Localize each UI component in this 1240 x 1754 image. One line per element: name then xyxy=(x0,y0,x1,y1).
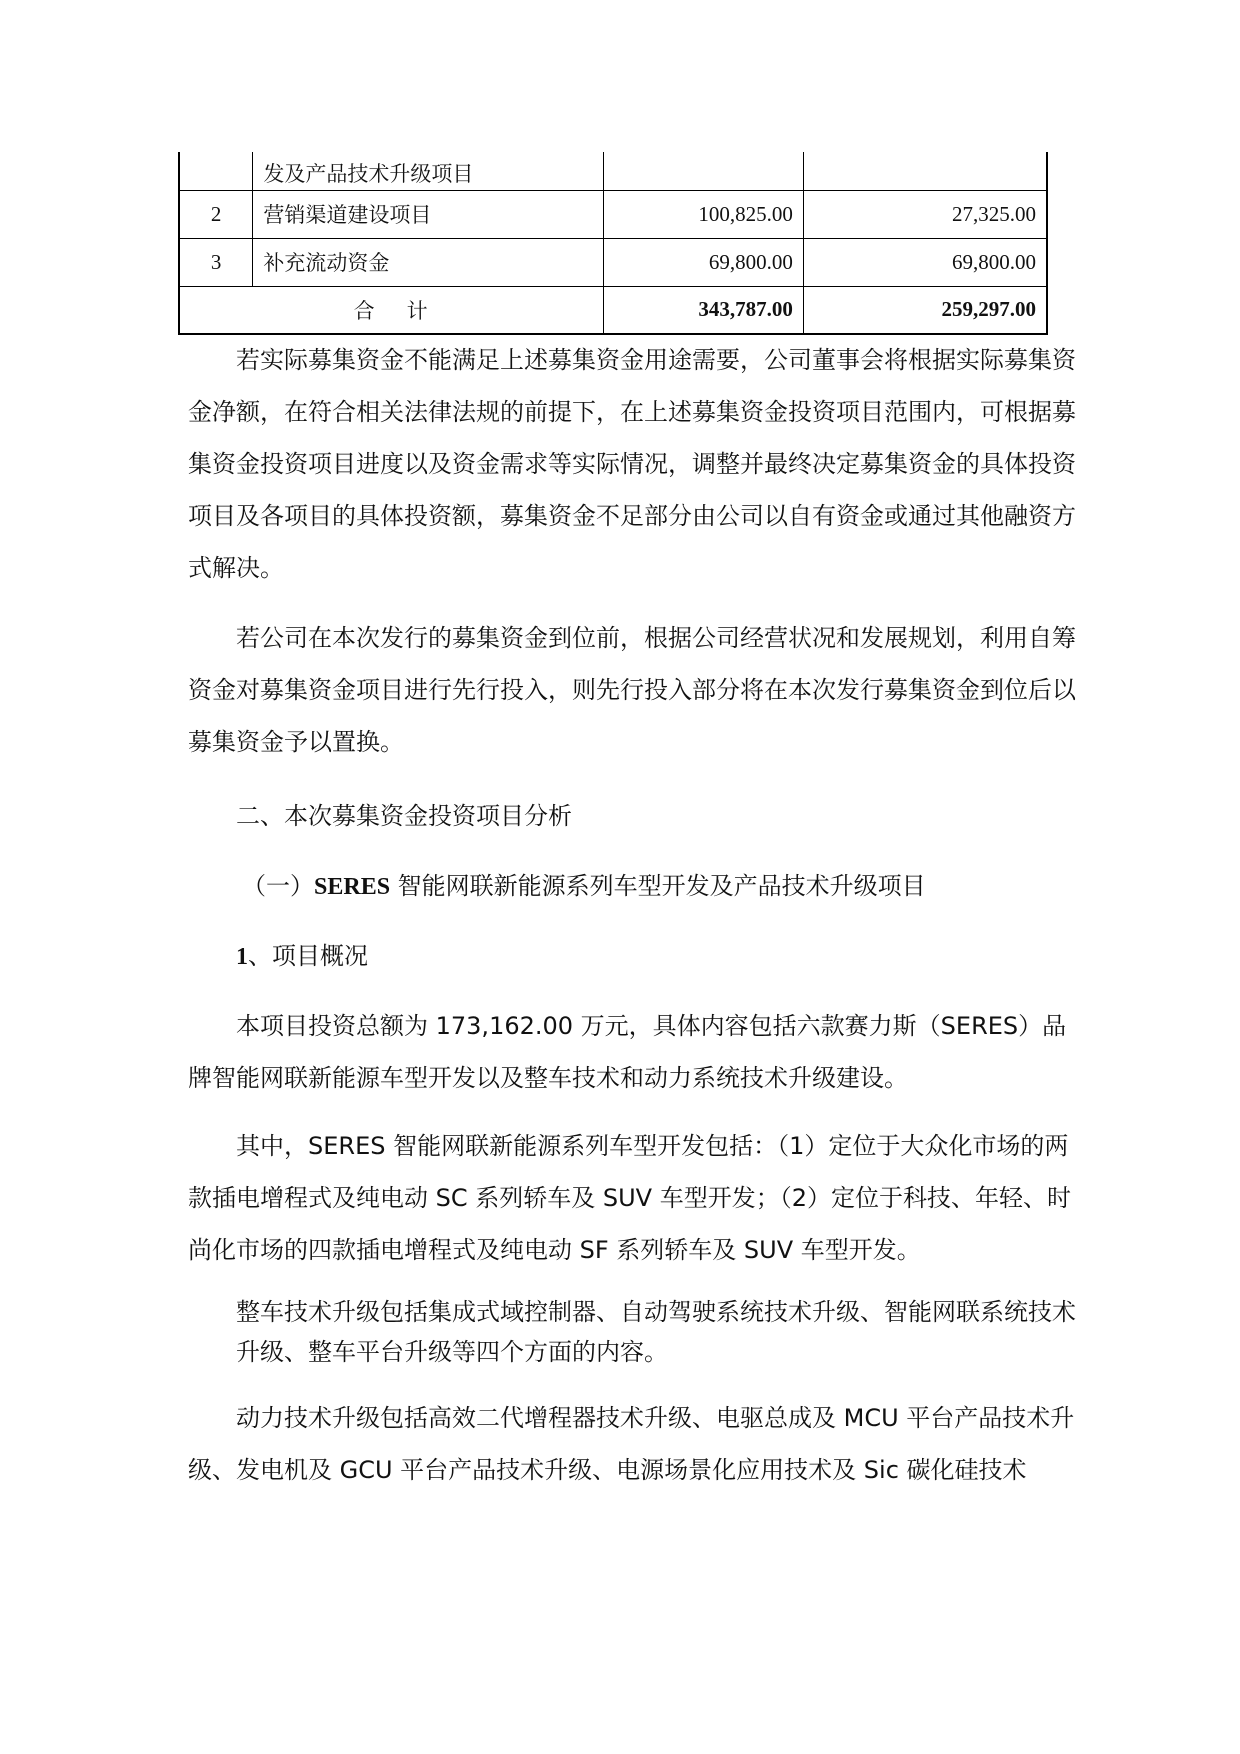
raised-funds: 69,800.00 xyxy=(803,238,1047,286)
subsection-title: 智能网联新能源系列车型开发及产品技术升级项目 xyxy=(390,872,926,900)
paragraph-advance-investment: 若公司在本次发行的募集资金到位前，根据公司经营状况和发展规划，利用自筹资金对募集资金项目进行先行投入，则先行投入部分将在本次发行募集资金到位后以募集资金予以置换。 xyxy=(188,624,1076,756)
paragraph-power-tech-upgrade: 动力技术升级包括高效二代增程器技术升级、电驱总成及 MCU 平台产品技术升级、发电机及 GCU 平台产品技术升级、电源场景化应用技术及 Sic 碳化硅技术 xyxy=(188,1404,1075,1484)
table-total-row xyxy=(179,286,1047,334)
project-name: 营销渠道建设项目 xyxy=(253,190,604,238)
section-heading: 二、本次募集资金投资项目分析 xyxy=(236,802,572,830)
total-label-a: 合 xyxy=(353,298,377,323)
total-label-b: 计 xyxy=(406,298,430,323)
row-number xyxy=(179,152,253,190)
item-number: 1 xyxy=(236,944,248,970)
project-name: 补充流动资金 xyxy=(253,238,604,286)
fund-allocation-table xyxy=(178,152,1048,335)
table-row xyxy=(179,190,1047,238)
total-investment xyxy=(604,152,804,190)
paragraph-model-development: 其中，SERES 智能网联新能源系列车型开发包括：（1）定位于大众化市场的两款插电增程式及纯电动 SC 系列轿车及 SUV 车型开发；（2）定位于科技、年轻、时尚化市场的四款插电增程式及纯电动 SF 系列轿车及 SUV 车型开发。 xyxy=(188,1132,1071,1264)
item-title: 、项目概况 xyxy=(248,942,368,970)
item-heading xyxy=(188,936,1132,977)
subsection-heading xyxy=(188,866,1138,907)
raised-funds-sum: 259,297.00 xyxy=(803,286,1047,334)
total-investment-sum: 343,787.00 xyxy=(604,286,804,334)
total-investment: 69,800.00 xyxy=(604,238,804,286)
brand-name: SERES xyxy=(314,874,391,900)
row-number: 3 xyxy=(179,238,253,286)
project-name: 发及产品技术升级项目 xyxy=(253,152,604,190)
total-label xyxy=(179,286,604,334)
raised-funds: 27,325.00 xyxy=(803,190,1047,238)
raised-funds xyxy=(803,152,1047,190)
paragraph-fund-shortfall: 若实际募集资金不能满足上述募集资金用途需要，公司董事会将根据实际募集资金净额，在符合相关法律法规的前提下，在上述募集资金投资项目范围内，可根据募集资金投资项目进度以及资金需求等实际情况，调整并最终决定募集资金的具体投资项目及各项目的具体投资额，募集资金不足部分由公司以自有资金或通过其他融资方式解决。 xyxy=(188,346,1076,582)
subsection-prefix: （一） xyxy=(242,872,314,900)
total-investment: 100,825.00 xyxy=(604,190,804,238)
row-number: 2 xyxy=(179,190,253,238)
paragraph-vehicle-tech-upgrade: 整车技术升级包括集成式域控制器、自动驾驶系统技术升级、智能网联系统技术升级、整车平台升级等四个方面的内容。 xyxy=(236,1298,1076,1366)
paragraph-project-overview: 本项目投资总额为 173,162.00 万元，具体内容包括六款赛力斯（SERES）品牌智能网联新能源车型开发以及整车技术和动力系统技术升级建设。 xyxy=(188,1012,1067,1092)
table-row xyxy=(179,238,1047,286)
table-row xyxy=(179,152,1047,190)
